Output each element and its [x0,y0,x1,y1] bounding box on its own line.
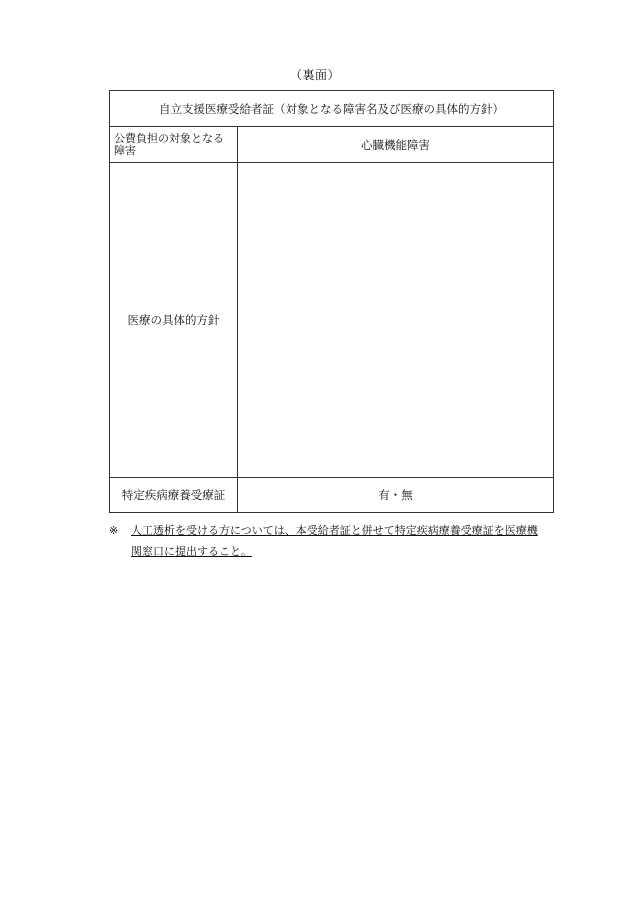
table-title: 自立支援医療受給者証（対象となる障害名及び医療の具体的方針） [110,91,554,127]
footnote [109,520,579,562]
table-title-row [110,91,554,127]
disability-label: 公費負担の対象となる障害 [110,127,238,163]
specific-disease-certificate-value: 有・無 [238,478,554,513]
disability-value: 心臓機能障害 [238,127,554,163]
table-row [110,127,554,163]
certificate-table [109,90,554,513]
footnote-line-1: 人工透析を受ける方については、本受給者証と併せて特定疾病療養受療証を医療機 [131,524,538,537]
specific-disease-certificate-label: 特定疾病療養受療証 [110,478,238,513]
table-row [110,478,554,513]
table-row [110,163,554,478]
treatment-policy-label: 医療の具体的方針 [110,163,238,478]
page-label-reverse-side: （裏面） [289,68,340,82]
treatment-policy-value [238,163,554,478]
footnote-line-2: 関窓口に提出すること。 [131,545,252,558]
reference-mark: ※ [109,524,119,537]
